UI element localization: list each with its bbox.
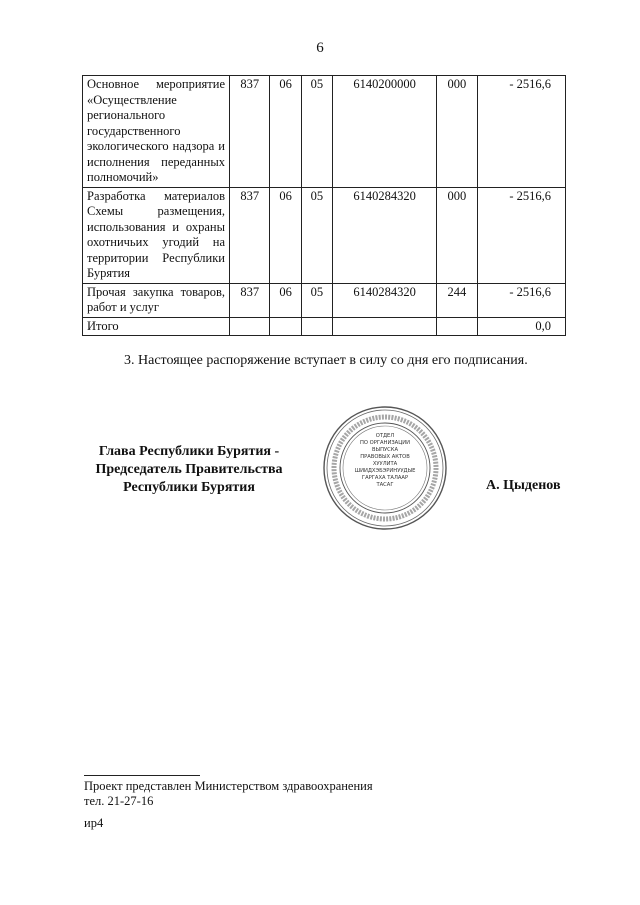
seal-text: ХУУЛИТА — [372, 461, 398, 467]
row-expense-type: 000 — [437, 76, 477, 188]
seal-text: ГАРГАХА ТАЛААР — [361, 475, 409, 481]
seal-text: ВЫПУСКА — [371, 447, 399, 453]
table-row — [83, 283, 566, 317]
row-amount: - 2516,6 — [477, 283, 565, 317]
row-section: 06 — [270, 283, 301, 317]
row-ministry: 837 — [230, 283, 270, 317]
table-total-row — [83, 317, 566, 336]
table-row — [83, 76, 566, 188]
clause-text: 3. Настоящее распоряжение вступает в силу со дня его подписания. — [124, 353, 528, 368]
signer-title-line: Республики Бурятия — [123, 480, 255, 495]
row-subsection: 05 — [301, 283, 332, 317]
row-section: 06 — [270, 76, 301, 188]
row-target: 6140284320 — [333, 187, 437, 283]
official-seal — [322, 405, 448, 531]
total-label: Итого — [83, 317, 230, 336]
row-section: 06 — [270, 187, 301, 283]
seal-text: ШИИДХЭБЭРИНУУДЫЕ — [354, 468, 416, 474]
footer-line: тел. 21-27-16 — [84, 794, 154, 808]
row-expense-type: 000 — [437, 187, 477, 283]
seal-text: ТАСАГ — [376, 482, 394, 488]
row-target: 6140284320 — [333, 283, 437, 317]
row-subsection: 05 — [301, 187, 332, 283]
row-amount: - 2516,6 — [477, 76, 565, 188]
footer-note — [84, 779, 373, 809]
seal-text: ОТДЕЛ — [375, 433, 395, 439]
seal-text: ПО ОРГАНИЗАЦИИ — [359, 440, 411, 446]
row-name: Разработка материалов Схемы размещения, использования и охраны охотничьих угодий на территории Республики Бурятия — [83, 187, 230, 283]
row-target: 6140200000 — [333, 76, 437, 188]
signer-title-line: Председатель Правительства — [95, 462, 283, 477]
total-amount: 0,0 — [477, 317, 565, 336]
signer-name: А. Цыденов — [486, 478, 561, 493]
document-code: ир4 — [84, 816, 104, 830]
row-amount: - 2516,6 — [477, 187, 565, 283]
footer-line: Проект представлен Министерством здравоохранения — [84, 779, 373, 793]
row-expense-type: 244 — [437, 283, 477, 317]
footer-divider — [84, 775, 200, 776]
row-ministry: 837 — [230, 76, 270, 188]
row-name: Прочая закупка товаров, работ и услуг — [83, 283, 230, 317]
signer-title-line: Глава Республики Бурятия - — [98, 444, 280, 459]
seal-text: ПРАВОВЫХ АКТОВ — [360, 454, 410, 460]
row-subsection: 05 — [301, 76, 332, 188]
budget-table — [82, 75, 566, 336]
table-row — [83, 187, 566, 283]
signer-title — [84, 443, 294, 497]
page-number: 6 — [316, 40, 324, 56]
row-name: Основное мероприятие «Осуществление регионального государственного экологического надзора и исполнения переданных полномочий» — [83, 76, 230, 188]
row-ministry: 837 — [230, 187, 270, 283]
